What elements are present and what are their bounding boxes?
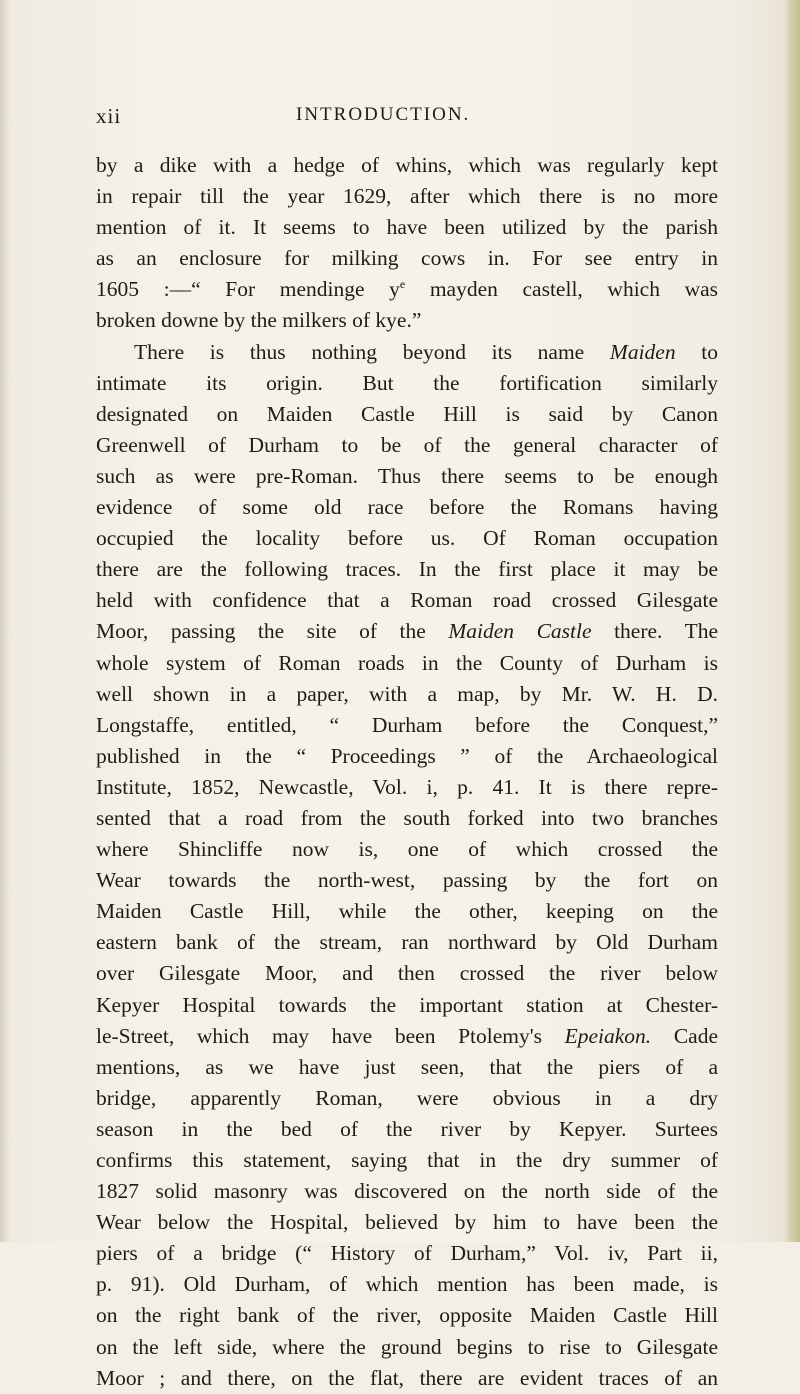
text-segment: le-Street, which may have been Ptolemy's <box>96 1023 565 1048</box>
text-line: as an enclosure for milking cows in. For see entry in <box>96 246 718 271</box>
superscript-e: e <box>399 277 406 292</box>
text-line: published in the “ Proceedings ” of the Archaeological <box>96 743 718 768</box>
body-text <box>96 150 718 1394</box>
page-number: xii <box>96 104 122 128</box>
text-line: Greenwell of Durham to be of the general character of <box>96 432 718 457</box>
text-segment: 1605 :—“ For mendinge y <box>96 277 400 302</box>
text-segment: mayden castell, which was <box>405 277 719 302</box>
text-line: on the left side, where the ground begins to rise to Gilesgate <box>96 1334 718 1359</box>
text-line: sented that a road from the south forked into two branches <box>96 805 718 830</box>
text-line: whole system of Roman roads in the County of Durham is <box>96 650 718 675</box>
text-segment: Moor, passing the site of the <box>96 619 449 644</box>
text-line: piers of a bridge (“ History of Durham,” Vol. iv, Part ii, <box>96 1241 718 1266</box>
text-line: Kepyer Hospital towards the important station at Chester- <box>96 992 718 1017</box>
text-line: mentions, as we have just seen, that the piers of a <box>96 1054 718 1079</box>
text-line: Maiden Castle Hill, while the other, keeping on the <box>96 899 718 924</box>
text-line: well shown in a paper, with a map, by Mr. W. H. D. <box>96 681 718 706</box>
text-line: there are the following traces. In the first place it may be <box>96 557 718 582</box>
text-segment: There is thus nothing beyond its name <box>134 339 610 364</box>
text-line: mention of it. It seems to have been utilized by the parish <box>96 215 718 240</box>
text-line: eastern bank of the stream, ran northward by Old Durham <box>96 930 718 955</box>
text-segment: to <box>675 339 718 364</box>
text-line: in repair till the year 1629, after which there is no more <box>96 184 718 209</box>
italic-term: Maiden <box>609 339 676 364</box>
text-line: over Gilesgate Moor, and then crossed the river below <box>96 961 718 986</box>
italic-term: Maiden Castle <box>448 619 592 644</box>
text-line: such as were pre-Roman. Thus there seems to be enough <box>96 463 718 488</box>
text-line: by a dike with a hedge of whins, which was regularly kept <box>96 153 718 177</box>
text-line: evidence of some old race before the Romans having <box>96 495 718 520</box>
page-header <box>96 104 716 134</box>
text-line: where Shincliffe now is, one of which crossed the <box>96 837 718 862</box>
text-line: Moor ; and there, on the flat, there are evident traces of an <box>96 1365 718 1390</box>
gutter-shadow <box>0 0 10 1242</box>
text-line: Institute, 1852, Newcastle, Vol. i, p. 41. It is there repre- <box>96 774 718 799</box>
text-line <box>96 1021 718 1052</box>
text-line: on the right bank of the river, opposite Maiden Castle Hill <box>96 1303 718 1328</box>
text-line: broken downe by the milkers of kye.” <box>96 308 422 333</box>
text-line: Wear below the Hospital, believed by him to have been the <box>96 1210 718 1235</box>
text-line: p. 91). Old Durham, of which mention has been made, is <box>96 1272 718 1297</box>
text-segment: Cade <box>651 1023 718 1048</box>
text-line: Longstaffe, entitled, “ Durham before the Conquest,” <box>96 712 718 737</box>
text-line: 1827 solid masonry was discovered on the north side of the <box>96 1179 718 1204</box>
text-line: occupied the locality before us. Of Roman occupation <box>96 526 718 551</box>
running-title: INTRODUCTION. <box>296 104 471 125</box>
italic-term: Epeiakon. <box>564 1023 652 1048</box>
text-line <box>96 616 718 647</box>
page-edge-tint <box>784 0 800 1242</box>
text-line: designated on Maiden Castle Hill is said by Canon <box>96 401 718 426</box>
text-line: Wear towards the north-west, passing by the fort on <box>96 868 718 893</box>
text-line: intimate its origin. But the fortification similarly <box>96 370 718 395</box>
text-line <box>96 274 718 305</box>
text-line <box>96 337 718 368</box>
text-line: held with confidence that a Roman road crossed Gilesgate <box>96 588 718 613</box>
text-line: bridge, apparently Roman, were obvious in a dry <box>96 1085 718 1110</box>
text-line: confirms this statement, saying that in the dry summer of <box>96 1148 718 1172</box>
text-segment: there. The <box>591 619 718 644</box>
text-line: season in the bed of the river by Kepyer. Surtees <box>96 1116 718 1141</box>
